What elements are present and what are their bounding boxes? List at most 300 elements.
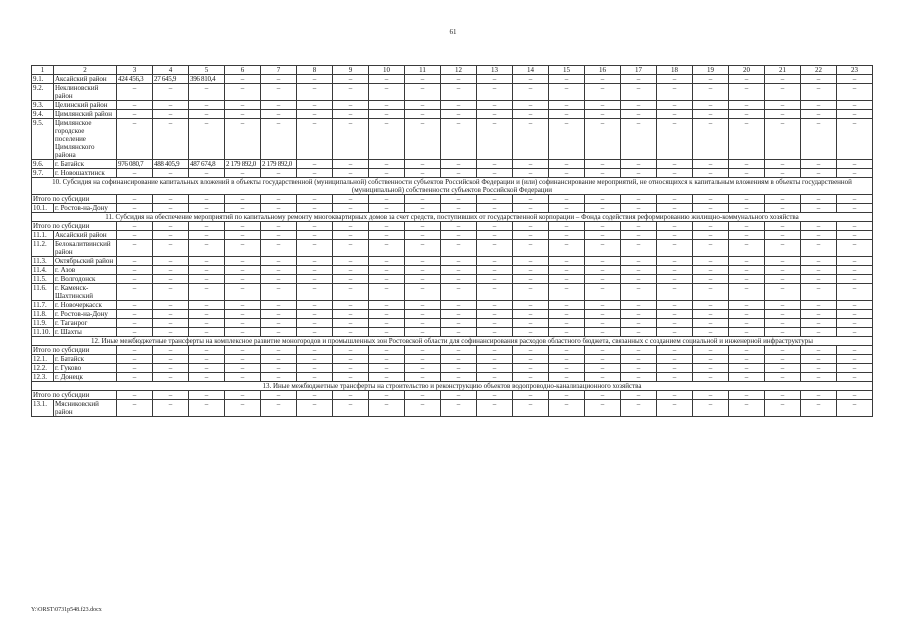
value-cell: – bbox=[621, 240, 657, 257]
value-cell: – bbox=[261, 364, 297, 373]
value-cell: – bbox=[441, 355, 477, 364]
value-cell: – bbox=[729, 169, 765, 178]
value-cell: – bbox=[513, 319, 549, 328]
value-cell: – bbox=[333, 319, 369, 328]
value-cell: – bbox=[765, 275, 801, 284]
municipality-name: Цимлянский район bbox=[54, 110, 117, 119]
total-label: Итого по субсидии bbox=[32, 195, 117, 204]
value-cell: – bbox=[261, 222, 297, 231]
value-cell: – bbox=[333, 391, 369, 400]
municipality-name: Аксайский район bbox=[54, 231, 117, 240]
value-cell: – bbox=[117, 169, 153, 178]
value-cell: – bbox=[225, 301, 261, 310]
value-cell: – bbox=[693, 284, 729, 301]
value-cell: – bbox=[549, 101, 585, 110]
value-cell: – bbox=[117, 328, 153, 337]
value-cell: – bbox=[837, 75, 873, 84]
value-cell: – bbox=[801, 310, 837, 319]
value-cell: – bbox=[297, 284, 333, 301]
value-cell: – bbox=[297, 110, 333, 119]
municipality-name: Белокалитвинский район bbox=[54, 240, 117, 257]
value-cell: – bbox=[369, 110, 405, 119]
value-cell: – bbox=[657, 284, 693, 301]
value-cell: – bbox=[837, 204, 873, 213]
value-cell: – bbox=[405, 160, 441, 169]
value-cell: – bbox=[225, 257, 261, 266]
value-cell: – bbox=[117, 101, 153, 110]
value-cell: – bbox=[333, 373, 369, 382]
value-cell: – bbox=[333, 84, 369, 101]
value-cell: – bbox=[297, 355, 333, 364]
value-cell: – bbox=[729, 319, 765, 328]
value-cell: – bbox=[657, 301, 693, 310]
value-cell: – bbox=[585, 346, 621, 355]
table-row bbox=[32, 328, 873, 337]
value-cell: – bbox=[513, 346, 549, 355]
value-cell: – bbox=[729, 240, 765, 257]
value-cell: – bbox=[369, 169, 405, 178]
value-cell: – bbox=[549, 275, 585, 284]
value-cell: – bbox=[189, 275, 225, 284]
value-cell: – bbox=[549, 160, 585, 169]
value-cell: – bbox=[549, 204, 585, 213]
value-cell: – bbox=[369, 84, 405, 101]
value-cell: – bbox=[189, 84, 225, 101]
municipality-name: Мясниковский район bbox=[54, 400, 117, 417]
value-cell: – bbox=[333, 364, 369, 373]
value-cell: – bbox=[225, 195, 261, 204]
value-cell: – bbox=[189, 240, 225, 257]
value-cell: – bbox=[153, 346, 189, 355]
value-cell: – bbox=[621, 400, 657, 417]
value-cell: – bbox=[585, 204, 621, 213]
value-cell: – bbox=[513, 328, 549, 337]
value-cell: – bbox=[477, 222, 513, 231]
municipality-name: г. Батайск bbox=[54, 355, 117, 364]
value-cell: – bbox=[765, 160, 801, 169]
value-cell: – bbox=[477, 110, 513, 119]
value-cell: – bbox=[513, 231, 549, 240]
column-header-row bbox=[32, 66, 873, 75]
value-cell: – bbox=[225, 328, 261, 337]
row-number: 11.9. bbox=[32, 319, 54, 328]
column-header: 21 bbox=[765, 66, 801, 75]
value-cell: – bbox=[657, 257, 693, 266]
value-cell: – bbox=[729, 364, 765, 373]
value-cell: – bbox=[333, 195, 369, 204]
value-cell: – bbox=[657, 110, 693, 119]
value-cell: – bbox=[585, 119, 621, 160]
value-cell: – bbox=[585, 160, 621, 169]
value-cell: – bbox=[153, 195, 189, 204]
value-cell: – bbox=[297, 119, 333, 160]
value-cell: – bbox=[585, 266, 621, 275]
value-cell: – bbox=[441, 160, 477, 169]
value-cell: – bbox=[117, 373, 153, 382]
value-cell: – bbox=[657, 240, 693, 257]
value-cell: – bbox=[117, 355, 153, 364]
value-cell: – bbox=[261, 195, 297, 204]
value-cell: – bbox=[189, 346, 225, 355]
section-heading-row bbox=[32, 337, 873, 346]
value-cell: – bbox=[153, 310, 189, 319]
section-heading: 11. Субсидия на обеспечение мероприятий по капитальному ремонту многоквартирных домов за счет средств, поступивших от государственной корпорации – Фонда содействия реформированию жилищно-коммунального хозяйства bbox=[32, 213, 873, 222]
value-cell: – bbox=[189, 231, 225, 240]
value-cell: – bbox=[333, 257, 369, 266]
value-cell: – bbox=[153, 110, 189, 119]
value-cell: – bbox=[261, 301, 297, 310]
value-cell: – bbox=[837, 84, 873, 101]
value-cell: – bbox=[765, 231, 801, 240]
municipality-name: г. Шахты bbox=[54, 328, 117, 337]
value-cell: – bbox=[477, 169, 513, 178]
value-cell: – bbox=[513, 400, 549, 417]
value-cell: – bbox=[621, 195, 657, 204]
value-cell: – bbox=[477, 119, 513, 160]
value-cell: – bbox=[441, 110, 477, 119]
value-cell: – bbox=[693, 266, 729, 275]
value-cell: – bbox=[549, 391, 585, 400]
value-cell: – bbox=[801, 110, 837, 119]
file-path: Y:\ORST\0731p548.f23.docx bbox=[31, 607, 102, 613]
value-cell: – bbox=[549, 310, 585, 319]
value-cell: – bbox=[729, 391, 765, 400]
value-cell: – bbox=[261, 346, 297, 355]
value-cell: – bbox=[693, 319, 729, 328]
value-cell: – bbox=[585, 110, 621, 119]
value-cell: – bbox=[153, 266, 189, 275]
value-cell: – bbox=[513, 275, 549, 284]
value-cell: – bbox=[693, 169, 729, 178]
value-cell: – bbox=[621, 222, 657, 231]
value-cell: – bbox=[369, 222, 405, 231]
value-cell: – bbox=[441, 204, 477, 213]
column-header: 16 bbox=[585, 66, 621, 75]
column-header: 7 bbox=[261, 66, 297, 75]
value-cell: – bbox=[153, 240, 189, 257]
value-cell: – bbox=[153, 204, 189, 213]
value-cell: – bbox=[621, 319, 657, 328]
value-cell: – bbox=[837, 222, 873, 231]
value-cell: – bbox=[729, 195, 765, 204]
row-number: 9.2. bbox=[32, 84, 54, 101]
value-cell: – bbox=[513, 222, 549, 231]
column-header: 11 bbox=[405, 66, 441, 75]
value-cell: – bbox=[225, 75, 261, 84]
column-header: 22 bbox=[801, 66, 837, 75]
value-cell: – bbox=[693, 257, 729, 266]
total-label: Итого по субсидии bbox=[32, 222, 117, 231]
value-cell: – bbox=[261, 204, 297, 213]
value-cell: – bbox=[585, 195, 621, 204]
value-cell: – bbox=[585, 275, 621, 284]
total-row bbox=[32, 195, 873, 204]
value-cell: – bbox=[153, 275, 189, 284]
row-number: 9.6. bbox=[32, 160, 54, 169]
value-cell: – bbox=[585, 391, 621, 400]
value-cell: – bbox=[369, 400, 405, 417]
value-cell: – bbox=[153, 84, 189, 101]
value-cell: – bbox=[621, 84, 657, 101]
value-cell: – bbox=[477, 101, 513, 110]
value-cell: – bbox=[549, 257, 585, 266]
value-cell: – bbox=[657, 328, 693, 337]
column-header: 2 bbox=[54, 66, 117, 75]
table-row bbox=[32, 275, 873, 284]
value-cell: – bbox=[513, 169, 549, 178]
value-cell: – bbox=[513, 364, 549, 373]
value-cell: – bbox=[801, 319, 837, 328]
value-cell: – bbox=[801, 240, 837, 257]
value-cell: – bbox=[549, 301, 585, 310]
value-cell: – bbox=[477, 346, 513, 355]
value-cell: – bbox=[621, 101, 657, 110]
value-cell: – bbox=[585, 400, 621, 417]
column-header: 23 bbox=[837, 66, 873, 75]
value-cell: – bbox=[441, 391, 477, 400]
value-cell: – bbox=[549, 319, 585, 328]
value-cell: – bbox=[729, 110, 765, 119]
table-row bbox=[32, 310, 873, 319]
section-heading: 13. Иные межбюджетные трансферты на строительство и реконструкцию объектов водопроводно-канализационного хозяйства bbox=[32, 382, 873, 391]
value-cell: – bbox=[801, 266, 837, 275]
value-cell: – bbox=[261, 110, 297, 119]
value-cell: – bbox=[585, 84, 621, 101]
value-cell: – bbox=[657, 275, 693, 284]
value-cell: – bbox=[369, 119, 405, 160]
municipality-name: г. Ростов-на-Дону bbox=[54, 204, 117, 213]
row-number: 11.8. bbox=[32, 310, 54, 319]
column-header: 12 bbox=[441, 66, 477, 75]
value-cell: – bbox=[657, 195, 693, 204]
value-cell: – bbox=[333, 240, 369, 257]
value-cell: – bbox=[513, 373, 549, 382]
value-cell: – bbox=[225, 204, 261, 213]
value-cell: – bbox=[441, 346, 477, 355]
value-cell: – bbox=[621, 328, 657, 337]
value-cell: – bbox=[837, 240, 873, 257]
value-cell: – bbox=[441, 169, 477, 178]
value-cell: – bbox=[369, 310, 405, 319]
row-number: 9.5. bbox=[32, 119, 54, 160]
value-cell: – bbox=[549, 231, 585, 240]
value-cell: – bbox=[837, 301, 873, 310]
table-row bbox=[32, 319, 873, 328]
value-cell: – bbox=[297, 222, 333, 231]
value-cell: – bbox=[621, 110, 657, 119]
value-cell: – bbox=[693, 373, 729, 382]
value-cell: – bbox=[153, 373, 189, 382]
value-cell: – bbox=[117, 275, 153, 284]
table-row bbox=[32, 266, 873, 275]
value-cell: – bbox=[837, 275, 873, 284]
value-cell: – bbox=[585, 231, 621, 240]
value-cell: – bbox=[765, 195, 801, 204]
value-cell: – bbox=[297, 257, 333, 266]
value-cell: – bbox=[837, 101, 873, 110]
table-row bbox=[32, 160, 873, 169]
value-cell: – bbox=[189, 364, 225, 373]
value-cell: – bbox=[153, 231, 189, 240]
value-cell: – bbox=[693, 391, 729, 400]
value-cell: – bbox=[585, 310, 621, 319]
value-cell: – bbox=[477, 84, 513, 101]
value-cell: – bbox=[225, 266, 261, 275]
value-cell: – bbox=[189, 284, 225, 301]
value-cell: – bbox=[837, 328, 873, 337]
value-cell: – bbox=[225, 391, 261, 400]
value-cell: – bbox=[621, 301, 657, 310]
value-cell: – bbox=[801, 364, 837, 373]
value-cell: – bbox=[369, 373, 405, 382]
value-cell: – bbox=[585, 257, 621, 266]
value-cell: – bbox=[477, 319, 513, 328]
value-cell: – bbox=[549, 355, 585, 364]
value-cell: – bbox=[405, 364, 441, 373]
value-cell: – bbox=[153, 257, 189, 266]
value-cell: – bbox=[513, 301, 549, 310]
value-cell: – bbox=[333, 101, 369, 110]
value-cell: – bbox=[729, 310, 765, 319]
value-cell: – bbox=[837, 231, 873, 240]
value-cell: – bbox=[189, 319, 225, 328]
value-cell: – bbox=[153, 169, 189, 178]
value-cell: – bbox=[189, 169, 225, 178]
value-cell: – bbox=[261, 84, 297, 101]
municipality-name: г. Таганрог bbox=[54, 319, 117, 328]
value-cell: – bbox=[621, 75, 657, 84]
value-cell: – bbox=[333, 284, 369, 301]
value-cell: – bbox=[153, 391, 189, 400]
total-label: Итого по субсидии bbox=[32, 346, 117, 355]
value-cell: – bbox=[297, 101, 333, 110]
value-cell: – bbox=[333, 231, 369, 240]
column-header: 5 bbox=[189, 66, 225, 75]
value-cell: – bbox=[261, 231, 297, 240]
value-cell: – bbox=[225, 310, 261, 319]
value-cell: – bbox=[225, 169, 261, 178]
value-cell: – bbox=[189, 204, 225, 213]
value-cell: – bbox=[585, 284, 621, 301]
value-cell: – bbox=[261, 75, 297, 84]
value-cell: – bbox=[441, 240, 477, 257]
municipality-name: Октябрьский район bbox=[54, 257, 117, 266]
value-cell: – bbox=[261, 400, 297, 417]
column-header: 20 bbox=[729, 66, 765, 75]
value-cell: – bbox=[297, 195, 333, 204]
value-cell: – bbox=[333, 75, 369, 84]
value-cell: – bbox=[693, 231, 729, 240]
value-cell: – bbox=[765, 355, 801, 364]
value-cell: – bbox=[261, 240, 297, 257]
value-cell: – bbox=[153, 319, 189, 328]
value-cell: – bbox=[117, 195, 153, 204]
value-cell: – bbox=[585, 169, 621, 178]
value-cell: – bbox=[297, 240, 333, 257]
municipality-name: г. Батайск bbox=[54, 160, 117, 169]
value-cell: – bbox=[729, 400, 765, 417]
municipality-name: Целинский район bbox=[54, 101, 117, 110]
section-heading: 10. Субсидия на софинансирование капитальных вложений в объекты государственной (муниципальной) собственности субъектов Российской Федерации и (или) софинансирование мероприятий, не относящихся к капитальным вложениям в объекты государственной (муниципальной) собственности субъектов Российской Федерации bbox=[32, 178, 873, 195]
page-number: 61 bbox=[449, 28, 457, 36]
value-cell: – bbox=[261, 319, 297, 328]
value-cell: – bbox=[405, 328, 441, 337]
value-cell: – bbox=[153, 101, 189, 110]
value-cell: 488 405,9 bbox=[153, 160, 189, 169]
value-cell: – bbox=[333, 310, 369, 319]
value-cell: – bbox=[477, 364, 513, 373]
value-cell: – bbox=[801, 275, 837, 284]
value-cell: – bbox=[549, 119, 585, 160]
value-cell: – bbox=[693, 346, 729, 355]
value-cell: – bbox=[621, 119, 657, 160]
value-cell: – bbox=[225, 119, 261, 160]
row-number: 12.2. bbox=[32, 364, 54, 373]
value-cell: – bbox=[297, 346, 333, 355]
value-cell: – bbox=[837, 160, 873, 169]
value-cell: – bbox=[189, 195, 225, 204]
value-cell: – bbox=[657, 355, 693, 364]
value-cell: – bbox=[333, 119, 369, 160]
value-cell: – bbox=[225, 355, 261, 364]
value-cell: – bbox=[729, 160, 765, 169]
value-cell: – bbox=[549, 110, 585, 119]
value-cell: – bbox=[153, 222, 189, 231]
value-cell: – bbox=[801, 257, 837, 266]
value-cell: – bbox=[585, 240, 621, 257]
value-cell: – bbox=[117, 110, 153, 119]
budget-table bbox=[31, 65, 873, 417]
value-cell: – bbox=[513, 75, 549, 84]
value-cell: – bbox=[117, 319, 153, 328]
value-cell: – bbox=[117, 222, 153, 231]
value-cell: – bbox=[369, 319, 405, 328]
value-cell: – bbox=[729, 75, 765, 84]
value-cell: – bbox=[441, 301, 477, 310]
value-cell: – bbox=[693, 328, 729, 337]
value-cell: – bbox=[837, 284, 873, 301]
value-cell: – bbox=[405, 195, 441, 204]
value-cell: – bbox=[549, 400, 585, 417]
value-cell: – bbox=[117, 84, 153, 101]
value-cell: – bbox=[765, 169, 801, 178]
value-cell: – bbox=[405, 301, 441, 310]
municipality-name: г. Каменск-Шахтинский bbox=[54, 284, 117, 301]
value-cell: – bbox=[729, 328, 765, 337]
value-cell: – bbox=[333, 275, 369, 284]
value-cell: – bbox=[441, 328, 477, 337]
value-cell: – bbox=[621, 204, 657, 213]
row-number: 11.1. bbox=[32, 231, 54, 240]
row-number: 11.10. bbox=[32, 328, 54, 337]
value-cell: – bbox=[369, 101, 405, 110]
value-cell: – bbox=[801, 355, 837, 364]
value-cell: – bbox=[513, 195, 549, 204]
value-cell: – bbox=[405, 284, 441, 301]
value-cell: – bbox=[549, 240, 585, 257]
value-cell: – bbox=[693, 75, 729, 84]
value-cell: – bbox=[801, 284, 837, 301]
municipality-name: г. Новочеркасск bbox=[54, 301, 117, 310]
value-cell: – bbox=[837, 195, 873, 204]
value-cell: – bbox=[513, 110, 549, 119]
total-row bbox=[32, 222, 873, 231]
value-cell: – bbox=[333, 346, 369, 355]
value-cell: – bbox=[693, 195, 729, 204]
value-cell: – bbox=[441, 266, 477, 275]
value-cell: – bbox=[189, 110, 225, 119]
value-cell: – bbox=[369, 346, 405, 355]
